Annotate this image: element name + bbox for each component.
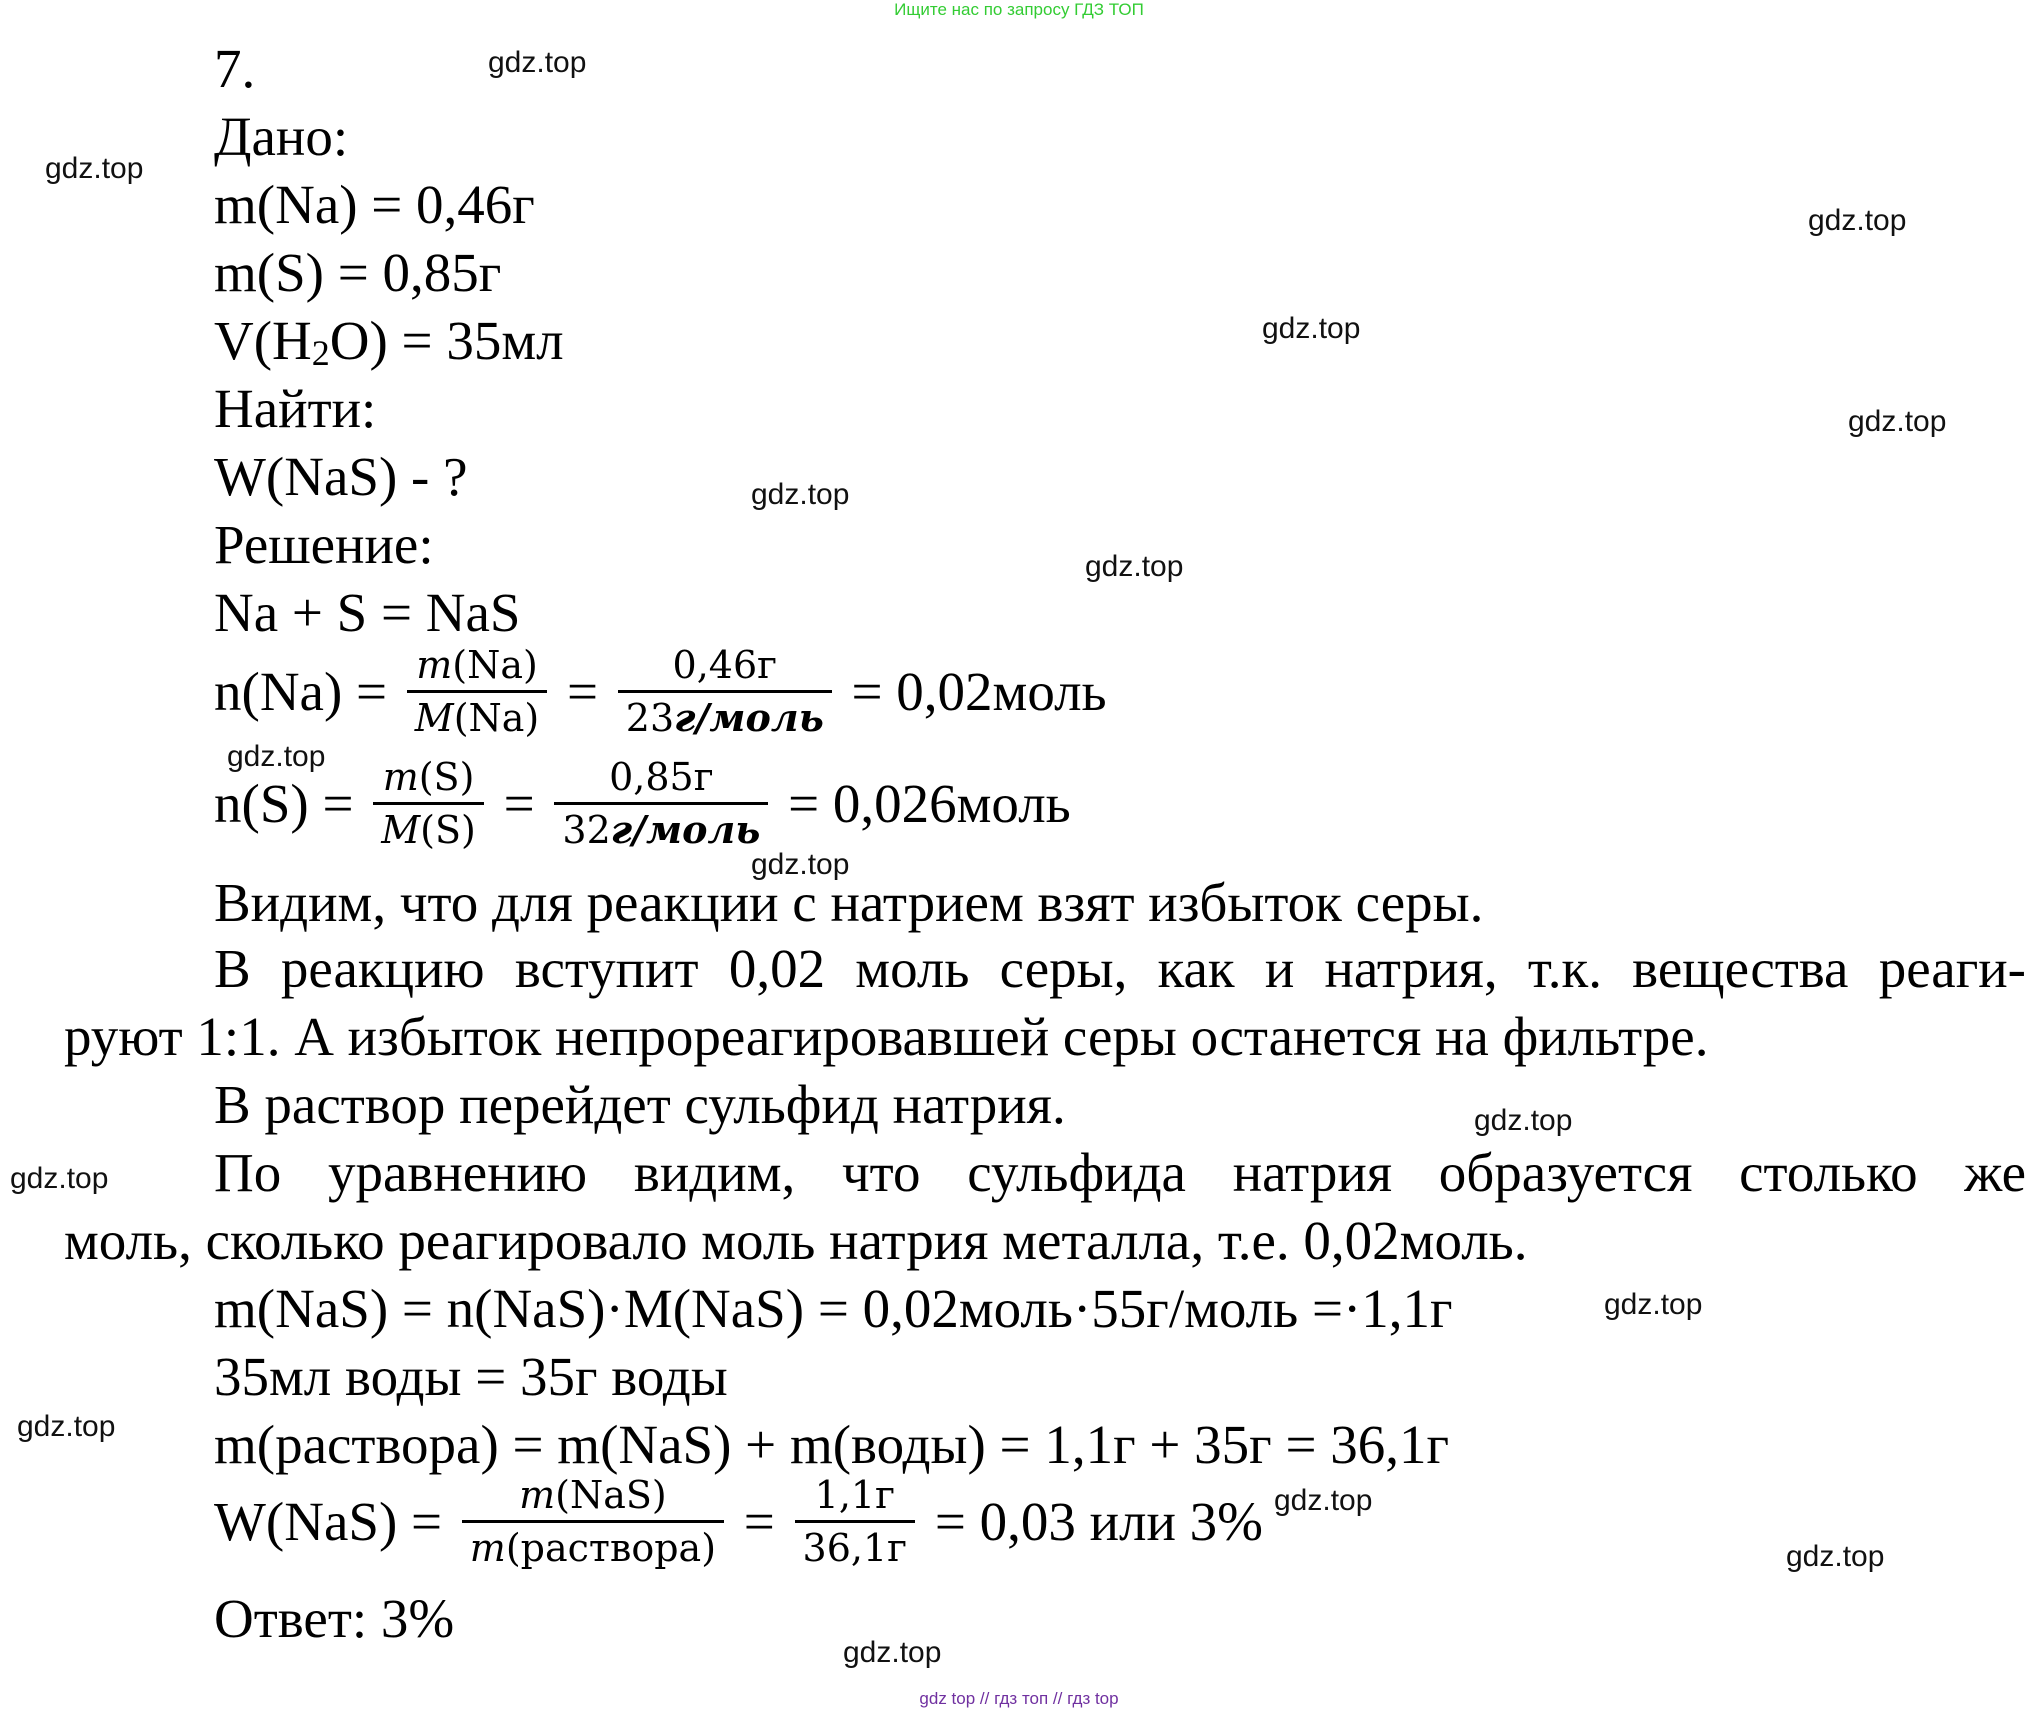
- watermark: gdz.top: [227, 740, 326, 773]
- watermark: gdz.top: [1262, 312, 1361, 345]
- denominator: m(раствора): [469, 1526, 717, 1570]
- fraction: [407, 640, 547, 743]
- denominator: 32г/моль: [562, 807, 761, 852]
- watermark: gdz.top: [1474, 1104, 1573, 1137]
- numerator: m(NaS): [462, 1470, 724, 1523]
- bottom-banner: gdz top // гдз топ // гдз top: [919, 1689, 1119, 1708]
- denominator: 23г/моль: [625, 695, 824, 740]
- watermark: gdz.top: [1848, 405, 1947, 438]
- formula-result: = 0,03 или 3%: [934, 1490, 1263, 1552]
- problem-number: 7.: [214, 38, 256, 99]
- text-excess-sulfur: Видим, что для реакции с натрием взят избыток серы.: [214, 872, 1484, 933]
- reaction-equation: Na + S = NaS: [214, 582, 521, 643]
- find-value: W(NaS) - ?: [214, 446, 468, 507]
- watermark: gdz.top: [843, 1636, 942, 1669]
- formula-n-sodium: [214, 640, 1107, 743]
- formula-n-sulfur: [214, 752, 1071, 855]
- calc-water: 35мл воды = 35г воды: [214, 1346, 728, 1407]
- watermark: gdz.top: [10, 1162, 109, 1195]
- denominator: M(S): [381, 808, 476, 852]
- denominator: 36,1г: [802, 1526, 908, 1570]
- fraction: [618, 640, 832, 743]
- formula-lhs: W(NaS) =: [214, 1490, 443, 1552]
- fraction: [373, 752, 484, 855]
- volume-prefix: V(H: [214, 310, 312, 371]
- fraction: [462, 1470, 724, 1573]
- denominator: M(Na): [414, 696, 540, 740]
- text-equation-line-2: моль, сколько реагировало моль натрия металла, т.е. 0,02моль.: [64, 1210, 1528, 1271]
- calc-mass-solution: m(раствора) = m(NaS) + m(воды) = 1,1г + 35г = 36,1г: [214, 1414, 1450, 1475]
- numerator: m(Na): [407, 640, 547, 693]
- volume-subscript: 2: [311, 333, 330, 373]
- numerator: 0,85г: [554, 752, 768, 805]
- watermark: gdz.top: [45, 152, 144, 185]
- text-equation-line-1: По уравнению видим, что сульфида натрия образуется столько же: [214, 1142, 2026, 1203]
- formula-result: = 0,026моль: [788, 772, 1071, 834]
- equals-sign: =: [567, 660, 599, 722]
- given-mass-sulfur: m(S) = 0,85г: [214, 242, 502, 303]
- equals-sign: =: [743, 1490, 775, 1552]
- watermark: gdz.top: [1786, 1540, 1885, 1573]
- solution-heading: Решение:: [214, 514, 434, 575]
- given-volume-water: [214, 308, 564, 374]
- volume-suffix: O) = 35мл: [329, 310, 564, 371]
- watermark: gdz.top: [751, 848, 850, 881]
- numerator: 0,46г: [618, 640, 832, 693]
- watermark: gdz.top: [1808, 204, 1907, 237]
- formula-mass-fraction: [214, 1470, 1263, 1573]
- watermark: gdz.top: [17, 1410, 116, 1443]
- text-reaction-line-2: руют 1:1. А избыток непрореагировавшей серы останется на фильтре.: [64, 1006, 1709, 1067]
- find-heading: Найти:: [214, 378, 377, 439]
- answer: Ответ: 3%: [214, 1588, 455, 1649]
- watermark: gdz.top: [1274, 1484, 1373, 1517]
- numerator: m(S): [373, 752, 484, 805]
- given-heading: Дано:: [214, 106, 349, 167]
- watermark: gdz.top: [1604, 1288, 1703, 1321]
- formula-result: = 0,02моль: [851, 660, 1107, 722]
- text-reaction-line-1: В реакцию вступит 0,02 моль серы, как и натрия, т.к. вещества реаги-: [214, 938, 2026, 999]
- watermark: gdz.top: [1085, 550, 1184, 583]
- fraction: [554, 752, 768, 855]
- watermark: gdz.top: [488, 46, 587, 79]
- fraction: [795, 1470, 916, 1573]
- calc-mass-sulfide: m(NaS) = n(NaS)·M(NaS) = 0,02моль·55г/моль =·1,1г: [214, 1278, 1453, 1339]
- equals-sign: =: [503, 772, 535, 834]
- top-banner: Ищите нас по запросу ГДЗ ТОП: [894, 0, 1144, 19]
- given-mass-sodium: m(Na) = 0,46г: [214, 174, 535, 235]
- watermark: gdz.top: [751, 478, 850, 511]
- formula-lhs: n(S) =: [214, 772, 354, 834]
- numerator: 1,1г: [795, 1470, 916, 1523]
- formula-lhs: n(Na) =: [214, 660, 388, 722]
- text-solution-sulfide: В раствор перейдет сульфид натрия.: [214, 1074, 1066, 1135]
